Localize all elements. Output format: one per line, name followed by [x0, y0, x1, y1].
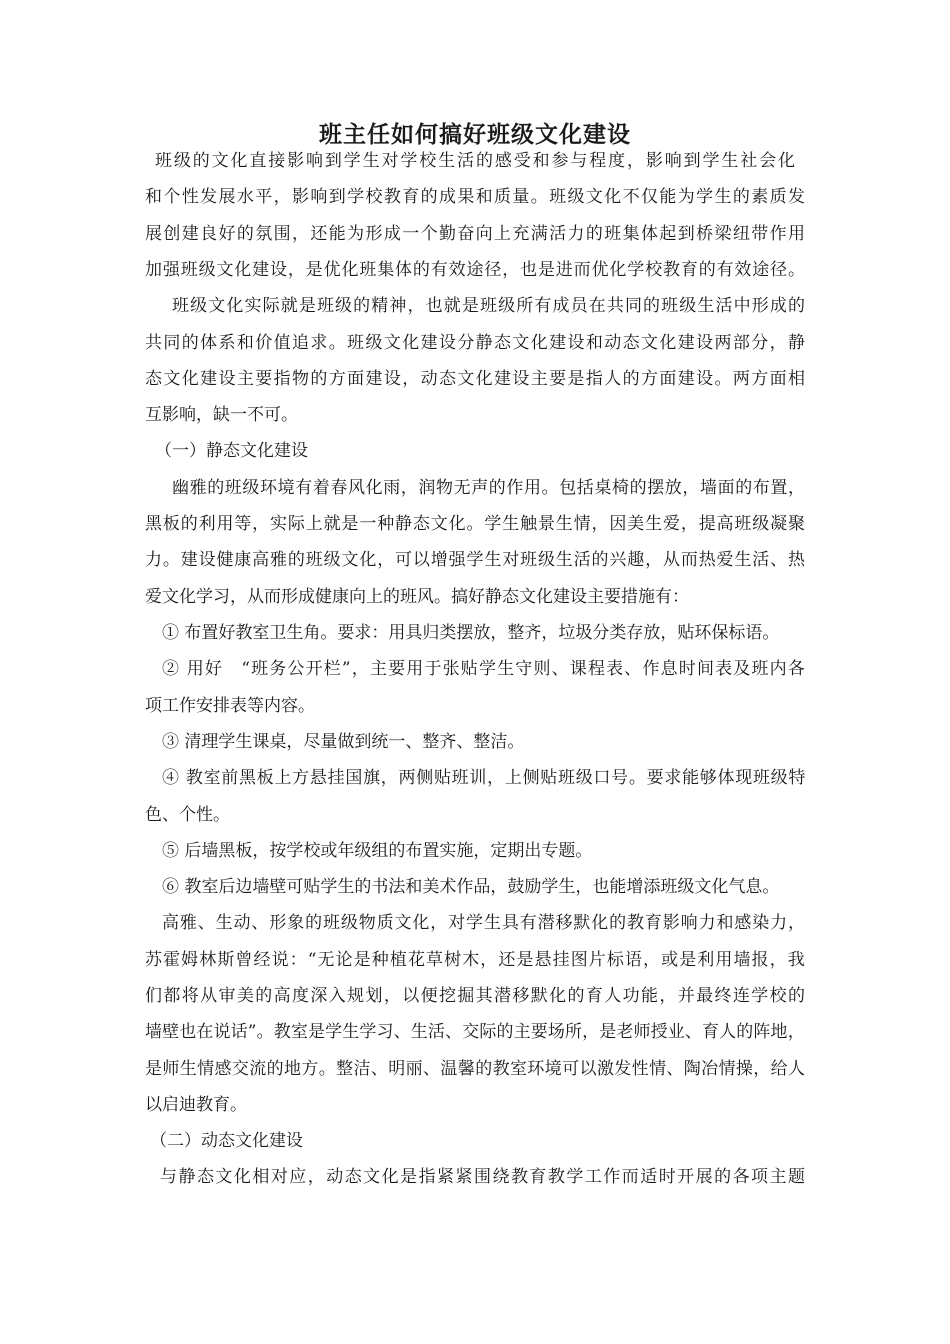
text-line: 互影响，缺一不可。: [145, 405, 298, 425]
text-line: 展创建良好的氛围，还能为形成一个勤奋向上充满活力的班集体起到桥梁纽带作用: [145, 224, 807, 244]
text-line: 与静态文化相对应，动态文化是指紧紧围绕教育教学工作而适时开展的各项主题: [160, 1167, 807, 1187]
text-line: 项工作安排表等内容。: [145, 696, 315, 716]
text-line: 共同的体系和价值追求。班级文化建设分静态文化建设和动态文化建设两部分，静: [145, 333, 807, 353]
text-line: 爱文化学习，从而形成健康向上的班风。搞好静态文化建设主要措施有：: [145, 587, 689, 607]
text-line: ④ 教室前黑板上方悬挂国旗，两侧贴班训，上侧贴班级口号。要求能够体现班级特: [162, 768, 807, 788]
text-line: 班级的文化直接影响到学生对学校生活的感受和参与程度，影响到学生社会化: [155, 151, 797, 171]
text-line: 苏霍姆林斯曾经说：“无论是种植花草树木，还是悬挂图片标语，或是利用墙报，我: [145, 950, 806, 970]
text-line: 和个性发展水平，影响到学校教育的成果和质量。班级文化不仅能为学生的素质发: [145, 187, 807, 207]
text-line: ⑤ 后墙黑板，按学校或年级组的布置实施，定期出专题。: [162, 841, 593, 861]
text-line: 以启迪教育。: [145, 1095, 247, 1115]
text-line: 色、个性。: [145, 805, 230, 825]
text-line: 班级文化实际就是班级的精神，也就是班级所有成员在共同的班级生活中形成的: [172, 296, 807, 316]
text-line: 墙壁也在说话”。教室是学生学习、生活、交际的主要场所，是老师授业、育人的阵地，: [145, 1022, 805, 1042]
text-line: 高雅、生动、形象的班级物质文化，对学生具有潜移默化的教育影响力和感染力，: [162, 913, 806, 933]
text-line: （二）动态文化建设: [150, 1131, 303, 1151]
text-line: ② 用好 “班务公开栏”，主要用于张贴学生守则、课程表、作息时间表及班内各: [162, 659, 806, 679]
text-line: ① 布置好教室卫生角。要求：用具归类摆放，整齐，垃圾分类存放，贴环保标语。: [162, 623, 780, 643]
text-line: 是师生情感交流的地方。整洁、明丽、温馨的教室环境可以激发性情、陶冶情操，给人: [145, 1059, 806, 1079]
text-line: ③ 清理学生课桌，尽量做到统一、整齐、整洁。: [162, 732, 525, 752]
text-line: 幽雅的班级环境有着春风化雨，润物无声的作用。包括桌椅的摆放，墙面的布置，: [172, 478, 806, 498]
text-line: 黑板的利用等，实际上就是一种静态文化。学生触景生情，因美生爱，提高班级凝聚: [145, 514, 806, 534]
text-line: ⑥ 教室后边墙壁可贴学生的书法和美术作品，鼓励学生，也能增添班级文化气息。: [162, 877, 780, 897]
document-title: 班主任如何搞好班级文化建设: [319, 122, 631, 148]
text-line: 们都将从审美的高度深入规划，以便挖掘其潜移默化的育人功能，并最终连学校的: [145, 986, 807, 1006]
text-line: 力。建设健康高雅的班级文化，可以增强学生对班级生活的兴趣，从而热爱生活、热: [145, 550, 806, 570]
text-line: （一）静态文化建设: [155, 441, 308, 461]
text-line: 态文化建设主要指物的方面建设，动态文化建设主要是指人的方面建设。两方面相: [145, 369, 807, 389]
text-line: 加强班级文化建设，是优化班集体的有效途径，也是进而优化学校教育的有效途径。: [145, 260, 806, 280]
